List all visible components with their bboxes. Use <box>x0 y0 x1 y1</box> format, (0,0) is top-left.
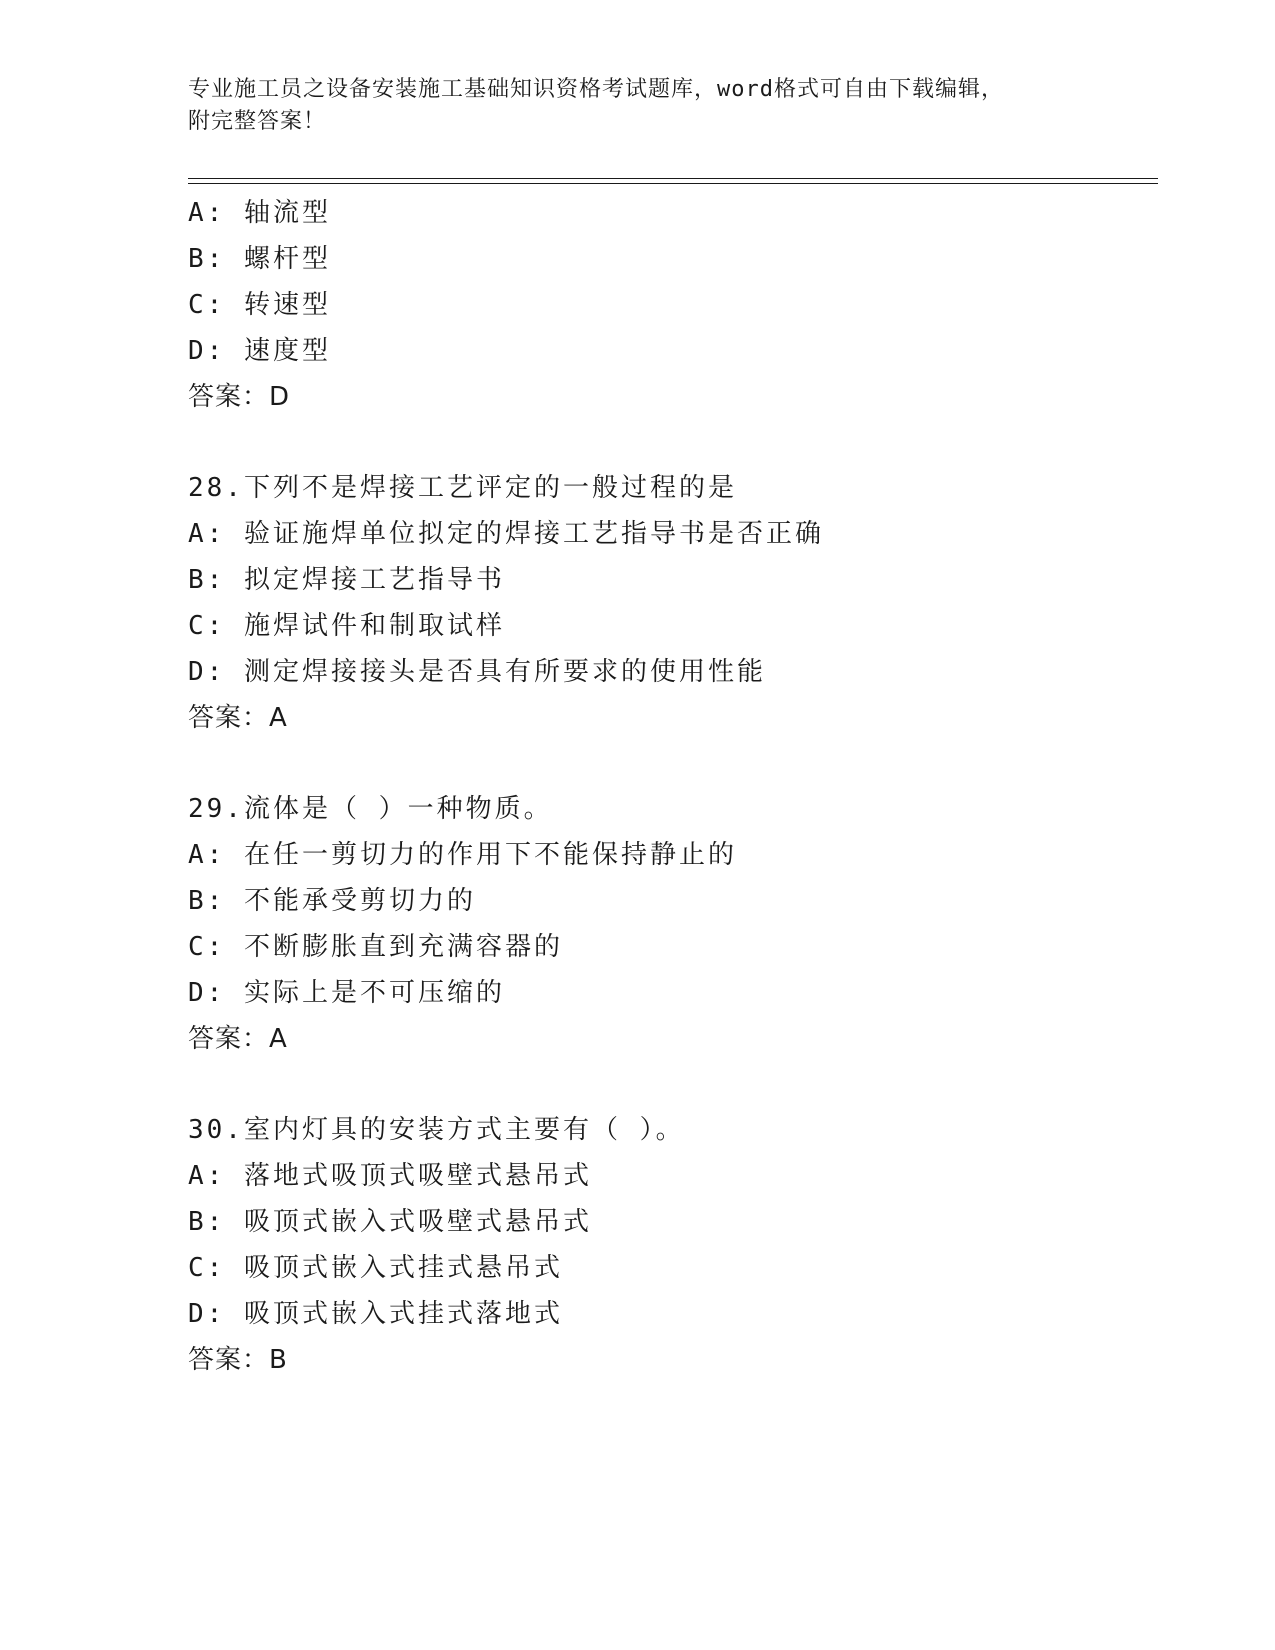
question-stem: 30.室内灯具的安装方式主要有（ ）。 <box>188 1115 685 1145</box>
question-29 <box>188 786 1168 1062</box>
option-d: D: 测定焊接接头是否具有所要求的使用性能 <box>188 657 766 687</box>
option-c: C: 不断膨胀直到充满容器的 <box>188 932 563 962</box>
option-d: D: 吸顶式嵌入式挂式落地式 <box>188 1299 563 1329</box>
option-d: D: 实际上是不可压缩的 <box>188 978 505 1008</box>
option-b: B: 不能承受剪切力的 <box>188 886 476 916</box>
header-title-line-2: 附完整答案！ <box>188 109 327 134</box>
header-title-line-1: 专业施工员之设备安装施工基础知识资格考试题库，word格式可自由下载编辑， <box>188 77 1004 102</box>
question-list <box>188 190 1168 1383</box>
question-spacer <box>188 420 1168 465</box>
option-b: B: 吸顶式嵌入式吸壁式悬吊式 <box>188 1207 592 1237</box>
option-a: A: 在任一剪切力的作用下不能保持静止的 <box>188 840 737 870</box>
header-divider-bottom <box>188 183 1158 184</box>
question-27-continued <box>188 190 1168 420</box>
answer-line: 答案：D <box>188 382 291 412</box>
option-c: C: 转速型 <box>188 290 331 320</box>
question-30 <box>188 1107 1168 1383</box>
option-a: A: 落地式吸顶式吸壁式悬吊式 <box>188 1161 592 1191</box>
option-c: C: 施焊试件和制取试样 <box>188 611 505 641</box>
answer-line: 答案：A <box>188 1024 288 1054</box>
header-divider-top <box>188 178 1158 179</box>
option-b: B: 螺杆型 <box>188 244 331 274</box>
question-28 <box>188 465 1168 741</box>
question-stem: 28.下列不是焊接工艺评定的一般过程的是 <box>188 473 737 503</box>
question-stem: 29.流体是（ ）一种物质。 <box>188 794 553 824</box>
option-a: A: 验证施焊单位拟定的焊接工艺指导书是否正确 <box>188 519 824 549</box>
option-d: D: 速度型 <box>188 336 331 366</box>
question-spacer <box>188 1062 1168 1107</box>
answer-line: 答案：B <box>188 1345 288 1375</box>
document-header <box>188 74 1078 138</box>
question-spacer <box>188 741 1168 786</box>
option-a: A: 轴流型 <box>188 198 331 228</box>
answer-line: 答案：A <box>188 703 288 733</box>
option-c: C: 吸顶式嵌入式挂式悬吊式 <box>188 1253 563 1283</box>
option-b: B: 拟定焊接工艺指导书 <box>188 565 505 595</box>
